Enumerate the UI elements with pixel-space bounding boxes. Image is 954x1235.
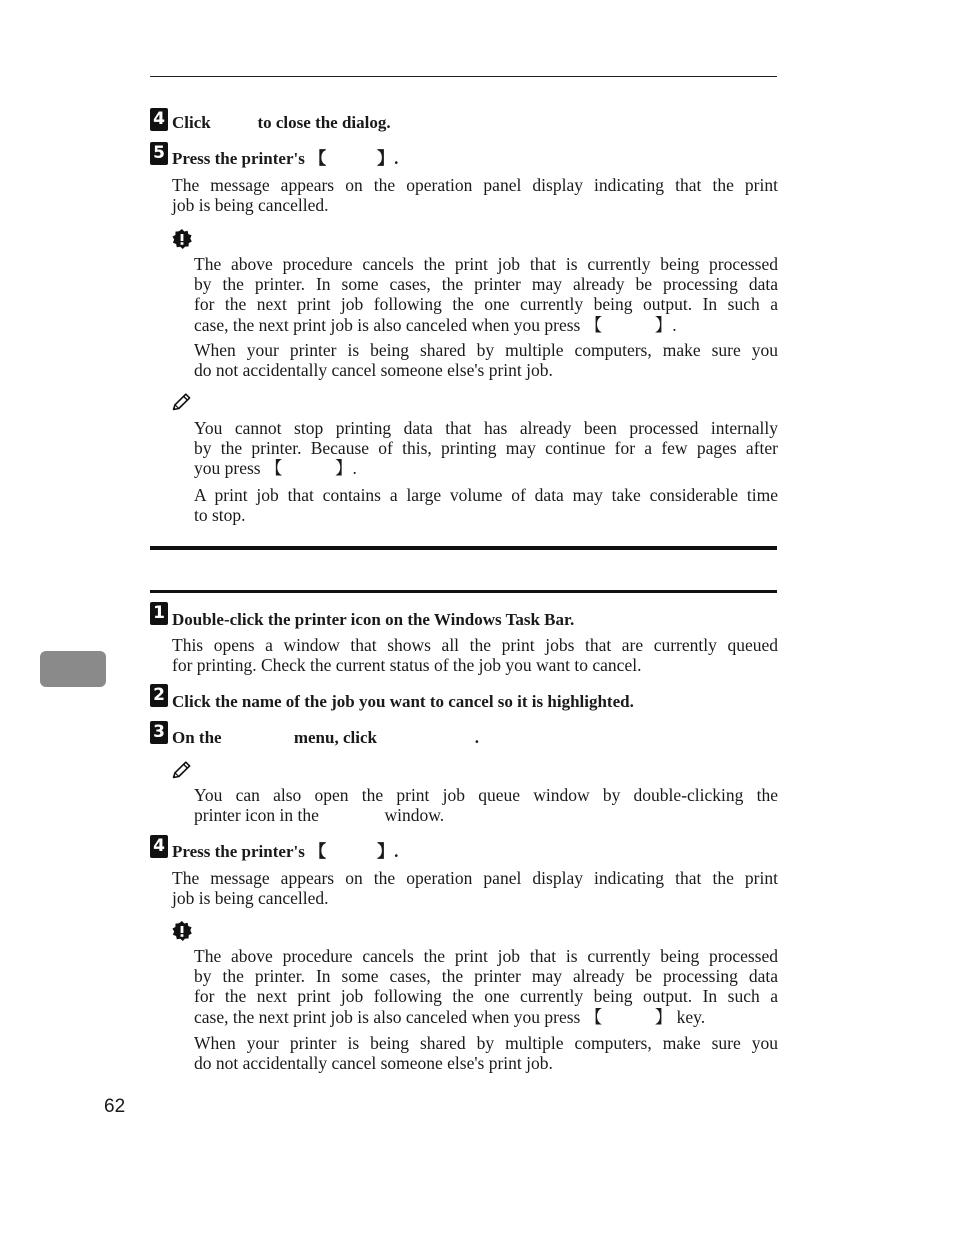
step-instruction: Click the name of the job you want to cancel so it is highlighted. [172,692,634,711]
step-number-badge: 1 [150,602,168,625]
step-instruction: Click to close the dialog. [172,113,391,132]
step-instruction: Double-click the printer icon on the Windows Task Bar. [172,610,575,629]
step-number-badge: 2 [150,684,168,707]
step-number-badge: 4 [150,108,168,131]
text-line: do not accidentally cancel someone else's print job. [194,360,553,381]
text-line: The above procedure cancels the print job that is currently being processed [194,254,778,274]
section-rule-thick [150,546,777,550]
page-number: 62 [104,1096,126,1117]
text-line: for the next print job following the one currently being output. In such a [194,986,778,1007]
step-number-badge: 3 [150,721,168,744]
important-icon [172,921,192,941]
text-line: This opens a window that shows all the print jobs that are currently queued [172,635,778,655]
step-instruction: Press the printer's 【 】. [172,842,399,861]
step-number-badge: 5 [150,142,168,165]
header-rule [150,76,777,77]
important-paragraph [194,254,778,335]
important-paragraph [194,946,778,1027]
text-line: by the printer. In some cases, the printer may already be processing data [194,274,778,295]
text-line: The message appears on the operation panel display indicating that the print [172,868,778,888]
text-line: by the printer. In some cases, the printer may already be processing data [194,966,778,987]
text-line: You can also open the print job queue window by double-clicking the [194,785,778,805]
text-line: The message appears on the operation panel display indicating that the print [172,175,778,195]
text-line: When your printer is being shared by multiple computers, make sure you [194,1033,778,1053]
text-line: printer icon in the window. [194,805,445,826]
step-instruction: On the menu, click . [172,728,479,747]
text-line: A print job that contains a large volume of data may take considerable time [194,485,778,505]
text-line: for printing. Check the current status of the job you want to cancel. [172,655,642,676]
step-body-paragraph [172,635,778,675]
step-body-paragraph [172,175,778,215]
text-line: You cannot stop printing data that has already been processed internally [194,418,778,438]
text-line: job is being cancelled. [172,195,329,216]
text-line: to stop. [194,505,246,526]
text-line: When your printer is being shared by multiple computers, make sure you [194,340,778,360]
note-paragraph [194,785,778,825]
note-pencil-icon [172,761,192,779]
note-pencil-icon [172,393,192,411]
text-line: you press 【 】. [194,458,357,479]
note-paragraph [194,418,778,479]
text-line: for the next print job following the one currently being output. In such a [194,294,778,315]
text-line: by the printer. Because of this, printing may continue for a few pages after [194,438,778,459]
step-instruction: Press the printer's 【 】. [172,149,399,168]
step-body-paragraph [172,868,778,908]
text-line: do not accidentally cancel someone else's print job. [194,1053,553,1074]
important-icon [172,229,192,249]
text-line: job is being cancelled. [172,888,329,909]
section-rule [150,590,777,593]
step-number-badge: 4 [150,835,168,858]
important-paragraph [194,1033,778,1073]
text-line: case, the next print job is also canceled when you press 【 】 key. [194,1006,706,1027]
text-line: case, the next print job is also canceled when you press 【 】. [194,314,677,335]
text-line: The above procedure cancels the print job that is currently being processed [194,946,778,966]
note-paragraph [194,485,778,525]
important-paragraph [194,340,778,380]
chapter-thumb-tab [40,651,106,687]
